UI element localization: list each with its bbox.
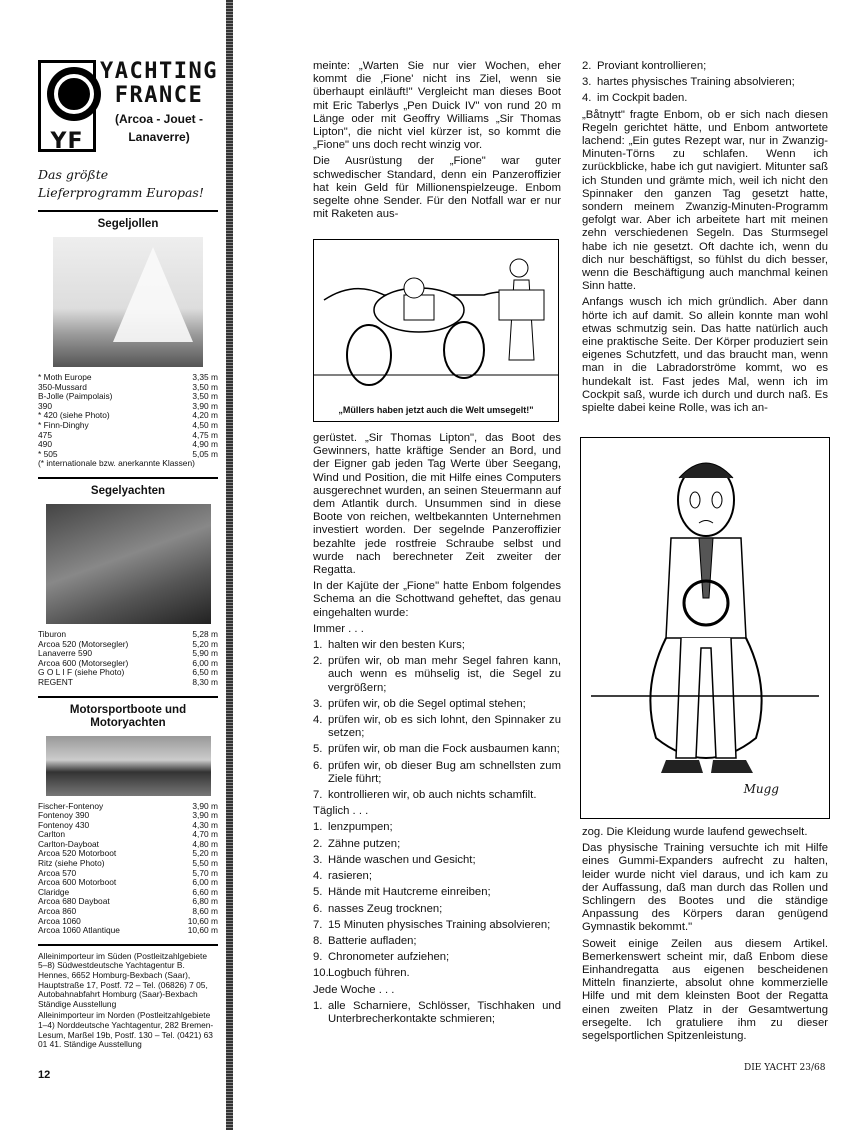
spec-row [38,421,218,431]
item-number: 7. [313,789,323,802]
brand-subtitle-line2: Lanaverre) [128,130,190,144]
brand-subtitle-line1: (Arcoa - Jouet - [115,112,204,126]
spec-name: G O L I F (siehe Photo) [38,667,125,678]
spec-name: 390 [38,400,52,411]
item-text: halten wir den besten Kurs; [328,639,465,652]
item-number: 2. [582,60,592,72]
paragraph: gerüstet. „Sir Thomas Lipton", das Boot des Gewinners, hatte kräftige Sender an Bord, und der Eigner gab jeden Tag Werte über Seegang, Wind und Position, die mit Hilfe eines Computers ausgerechnet wurden, an seinen Steuermann auf dem Atlantik durch. Unsummen sind in diese Boote von reichen, weltbekannten Unternehmen investiert worden. Der segelnde Panzeroffizier bezahlte jede rostfreie Schraube selbst und wurde nach berechneter Zeit zweiter der Regatta. [313,432,561,577]
list-item [313,967,561,980]
item-text: im Cockpit baden. [597,92,688,105]
spec-value: 8,60 m [192,906,218,917]
list-item [313,870,561,883]
spec-name: Carlton-Dayboat [38,838,99,849]
item-number: 3. [313,697,323,710]
spec-value: 6,80 m [192,896,218,907]
spec-value: 4,70 m [192,829,218,840]
list-item [313,886,561,899]
spec-value: 5,20 m [192,638,218,649]
item-text: lenzpumpen; [328,821,393,834]
spec-name: Arcoa 520 Motorboot [38,848,117,859]
spec-name: Arcoa 1060 Atlantique [38,925,120,936]
list-heading-woche: Jede Woche . . . [313,983,395,996]
spec-value: 5,20 m [192,848,218,859]
spec-row [38,678,218,688]
spec-name: Arcoa 860 [38,906,77,917]
section-title-segeljollen: Segeljollen [97,218,159,230]
divider [38,944,218,946]
cartoon-car-drawing [314,240,558,390]
spec-name: Lanaverre 590 [38,648,93,659]
spec-value: 4,80 m [192,838,218,849]
spec-value: 3,90 m [192,800,218,811]
spec-name: 350-Mussard [38,381,87,392]
item-text: kontrollieren wir, ob auch nichts schamfilt. [328,789,537,802]
cartoon-man-drawing [581,438,829,818]
spec-value: 3,90 m [192,810,218,821]
list-item [582,76,828,89]
spec-name: B-Jolle (Paimpolais) [38,391,113,402]
section-title-line2: Motoryachten [90,716,166,729]
list-item [313,821,561,834]
class-note: (* internationale bzw. anerkannte Klassen) [38,458,195,469]
cartoon-car [313,239,559,422]
list-heading-immer: Immer . . . [313,622,364,635]
sail-shape [113,247,193,342]
yachting-france-logo [38,60,96,155]
list-immer [313,639,561,802]
list-item [313,743,561,756]
item-text: Logbuch führen. [328,967,410,980]
list-item [313,1000,561,1026]
logo-text: YF [50,129,84,155]
paragraph: In der Kajüte der „Fione" hatte Enbom folgendes Schema an die Schottwand geheftet, das genau eingehalten wurde: [313,580,561,619]
list-item [313,698,561,711]
brand-block [100,60,218,152]
section-title-segelyachten: Segelyachten [90,484,166,497]
spec-name: Arcoa 600 Motorboot [38,877,117,888]
spec-list-motorboote [38,802,218,936]
item-number: 10. [313,967,329,980]
spec-value: 8,30 m [192,676,218,687]
sailing-yacht-photo [46,504,211,624]
item-text: Batterie aufladen; [328,934,417,947]
paragraph: „Båtnytt" fragte Enbom, ob er sich nach diesen Regeln gerichtet hätte, und Enbom antwortete lachend: „Ein gutes Rezept war, nur in Zwanzig-Minuten-Törns zu schlafen. Wenn ich zurückblicke, habe ich gut navigiert. Mitunter saß ich Stunden und grämte mich, weil ich nicht den Spinnaker den ganzen Tag gesetzt hatte, sondern meinem Zwanzig-Minuten-Programm gefolgt war. Aber ich arbeitete hart mit meinen zehn verschiedenen Segeln. Das Sturmsegel habe ich nie gesetzt. Oft dachte ich, wenn du dich nur beschäftigst, so fühlst du dich besser, wenn die Beschäftigung auch manchmal keinen Sinn hatte. [582,108,828,293]
item-number: 5. [313,886,323,899]
paragraph: Soweit einige Zeilen aus diesem Artikel. Bemerkenswert scheint mir, daß Enbom diese Einhandregatta aus eigenen bescheidenen Mitteln finanzierte, absolut ohne kommerzielle Hilfe und mit dem kleinsten Boot der Regatta einen zweiten Platz in der Gesamtwertung ersegelte. Ich gratuliere ihm zu dieser segelsportlichen Spitzenleistung. [582,937,828,1043]
spec-name: Carlton [38,829,65,840]
divider [38,210,218,212]
item-text: hartes physisches Training absolvieren; [597,76,795,89]
item-text: prüfen wir, ob man mehr Segel fahren kann, auch wenn es mühselig ist, die Segel zu vergrößern; [328,655,561,694]
item-text: rasieren; [328,870,372,883]
item-number: 1. [313,639,323,652]
spec-value: 5,70 m [192,867,218,878]
page-gutter [226,0,233,1130]
list-woche [313,1000,561,1026]
item-number: 3. [582,76,592,89]
spec-value: 4,30 m [192,819,218,830]
spec-name: * Finn-Dinghy [38,419,89,430]
spec-value: 3,90 m [192,400,218,411]
spec-value: 6,00 m [192,657,218,668]
spec-value: 5,05 m [192,448,218,459]
list-item [313,935,561,948]
item-text: alle Scharniere, Schlösser, Tischhaken und Unterbrecherkontakte schmieren; [328,999,561,1025]
list-item [313,903,561,916]
page-number: 12 [38,1069,51,1081]
paragraph: Das physische Training versuchte ich mit Hilfe eines Gummi-Expanders aufrecht zu halten, leider wurde nicht viel daraus, und ich kam zu der Auffassung, daß man durch das Rollen und Schlingern des Bootes und die ständige Anpassung des Körpers daran genügend Gymnastik bekommt." [582,842,828,934]
article-column-2-bottom [582,826,828,1046]
spec-name: Fontenoy 390 [38,810,90,821]
paragraph: Anfangs wusch ich mich gründlich. Aber dann hörte ich auf damit. So allein konnte man wohl etwas schmutzig sein. Das hatte natürlich auch eine praktische Seite. Der Körper produziert sein eigenes Schutzfett, und das braucht man, wenn man in die Labradorströme kommt, wo es hundekalt ist. Fast jedes Mal, wenn ich im Cockpit saß, wurde ich durch und durch naß. Es spielte dabei keine Rolle, was ich an- [582,296,828,415]
importer-north: Alleinimporteur im Norden (Postleitzahlgebiete 1–4) Norddeutsche Yachtagentur, 282 Bremen-Lesum, Marßel 19b, Postf. 130 – Tel. (0421) 63 01 41. Ständige Ausstellung [38,1010,214,1050]
spec-name: Arcoa 570 [38,867,77,878]
item-text: Proviant kontrollieren; [597,60,707,72]
spec-value: 6,00 m [192,877,218,888]
spec-row [38,392,218,402]
spec-name: Arcoa 520 (Motorsegler) [38,638,129,649]
item-text: Zähne putzen; [328,837,401,850]
list-item [313,854,561,867]
magazine-footer: DIE YACHT 23/68 [744,1063,826,1073]
item-text: Hände mit Hautcreme einreiben; [328,886,491,899]
item-text: prüfen wir, ob es sich lohnt, den Spinnaker zu setzen; [328,714,561,740]
list-item [313,838,561,851]
spec-value: 6,60 m [192,886,218,897]
spec-name: Arcoa 600 (Motorsegler) [38,657,129,668]
item-text: prüfen wir, ob man die Fock ausbaumen kann; [328,743,560,756]
spec-name: Arcoa 1060 [38,915,81,926]
slogan-line1: Das größte [38,167,109,182]
cartoon-man-knot [580,437,830,819]
spec-row [38,821,218,831]
spec-value: 3,35 m [192,372,218,382]
section-title-line1: Motorsportboote und [69,703,187,716]
list-item [313,789,561,802]
item-number: 9. [313,951,323,964]
list-item [313,919,561,932]
item-number: 7. [313,918,323,931]
spec-row [38,440,218,450]
item-number: 6. [313,759,323,772]
item-text: Hände waschen und Gesicht; [328,853,476,866]
brand-header [38,59,218,155]
item-text: prüfen wir, ob die Segel optimal stehen; [328,697,526,710]
spec-name: 490 [38,439,52,450]
spec-name: Claridge [38,886,70,897]
paragraph: zog. Die Kleidung wurde laufend gewechselt. [582,826,808,838]
spec-row [38,926,218,936]
spec-name: * 505 [38,448,58,459]
item-text: prüfen wir, ob dieser Bug am schnellsten zum Ziele führt; [328,759,561,785]
motorboat-photo [46,736,211,796]
item-number: 5. [313,743,323,756]
item-number: 4. [313,714,323,727]
item-number: 4. [313,870,323,883]
spec-name: * 420 (siehe Photo) [38,410,110,421]
brand-name-line1: YACHTING [100,59,218,84]
spec-value: 5,50 m [192,858,218,869]
spec-value: 10,60 m [187,925,218,936]
logo-ring-icon [47,67,101,121]
spec-name: Tiburon [38,628,67,639]
item-number: 4. [582,92,592,105]
paragraph: Die Ausrüstung der „Fione" war guter schwedischer Standard, denn ein Panzeroffizier hat kein Geld für Millionenspielzeuge. Enbom segelte ohne Sender. Für den Notfall war er nur mit Raketen aus- [313,155,561,221]
article-column-1-top [313,60,561,224]
list-heading-taeglich: Täglich . . . [313,805,369,818]
spec-name: * Moth Europe [38,372,92,382]
brand-name-line2: FRANCE [114,83,204,108]
item-number: 8. [313,934,323,947]
list-item [313,639,561,652]
section-title-motorboote [38,704,218,730]
slogan-line2: Lieferprogramm Europas! [38,185,204,200]
spec-value: 3,50 m [192,381,218,392]
item-text: Chronometer aufziehen; [328,951,450,964]
spec-value: 4,50 m [192,419,218,430]
spec-value: 4,75 m [192,429,218,440]
spec-value: 5,28 m [192,628,218,639]
list-item [313,655,561,695]
spec-value: 10,60 m [187,915,218,926]
spec-value: 4,20 m [192,410,218,421]
spec-value: 5,90 m [192,648,218,659]
list-item [313,714,561,740]
paragraph: meinte: „Warten Sie nur vier Wochen, eher kommt die ‚Fione' nicht ins Ziel, wenn sie überhaupt einläuft!" Vergleicht man dieses Boot mit Eric Taberlys „Pen Duick IV" von rund 20 m Länge oder mit Geoffry Williams „Sir Thomas Lipton", die nicht viel kürzer ist, so kommt die „Fione" uns doch recht winzig vor. [313,60,561,152]
list-item [582,92,828,105]
item-number: 3. [313,853,323,866]
spec-name: REGENT [38,676,73,687]
item-number: 1. [313,999,323,1012]
importer-south: Alleinimporteur im Süden (Postleitzahlgebiete 5–8) Südwestdeutsche Yachtagentur B. Hennes, 6652 Homburg-Bexbach (Saar), Hauptstraße 17, Postf. 72 – Tel. (06826) 7 05, Autobahnabfahrt Homburg (Saar)-Bexbach Ständige Ausstellung [38,950,208,1009]
item-text: nasses Zeug trocknen; [328,902,443,915]
spec-list-segelyachten [38,630,218,688]
divider [38,477,218,479]
spec-row [38,431,218,441]
spec-list-segeljollen [38,373,218,469]
spec-name: Arcoa 680 Dayboat [38,896,110,907]
spec-value: 6,50 m [192,667,218,678]
list-woche-continued [582,60,828,106]
spec-value: 3,50 m [192,391,218,402]
cartoon-caption: „Müllers haben jetzt auch die Welt umsegelt!" [338,405,534,415]
item-number: 1. [313,821,323,834]
list-item [313,951,561,964]
article-column-1-bottom [313,432,561,1029]
advertisement [38,60,218,1050]
item-number: 2. [313,837,323,850]
spec-name: Ritz (siehe Photo) [38,858,105,869]
article-column-2-top [582,60,828,418]
item-number: 6. [313,902,323,915]
spec-name: Fischer-Fontenoy [38,800,104,811]
spec-value: 4,90 m [192,439,218,450]
list-item [313,760,561,786]
divider [38,696,218,698]
list-taeglich [313,821,561,980]
cartoon-signature: Mugg [743,782,779,796]
item-number: 2. [313,655,323,668]
spec-name: 475 [38,429,52,440]
spec-name: Fontenoy 430 [38,819,90,830]
list-item [582,60,828,73]
dinghy-photo [53,237,203,367]
ad-slogan [38,166,218,202]
item-text: 15 Minuten physisches Training absolvieren; [328,918,551,931]
